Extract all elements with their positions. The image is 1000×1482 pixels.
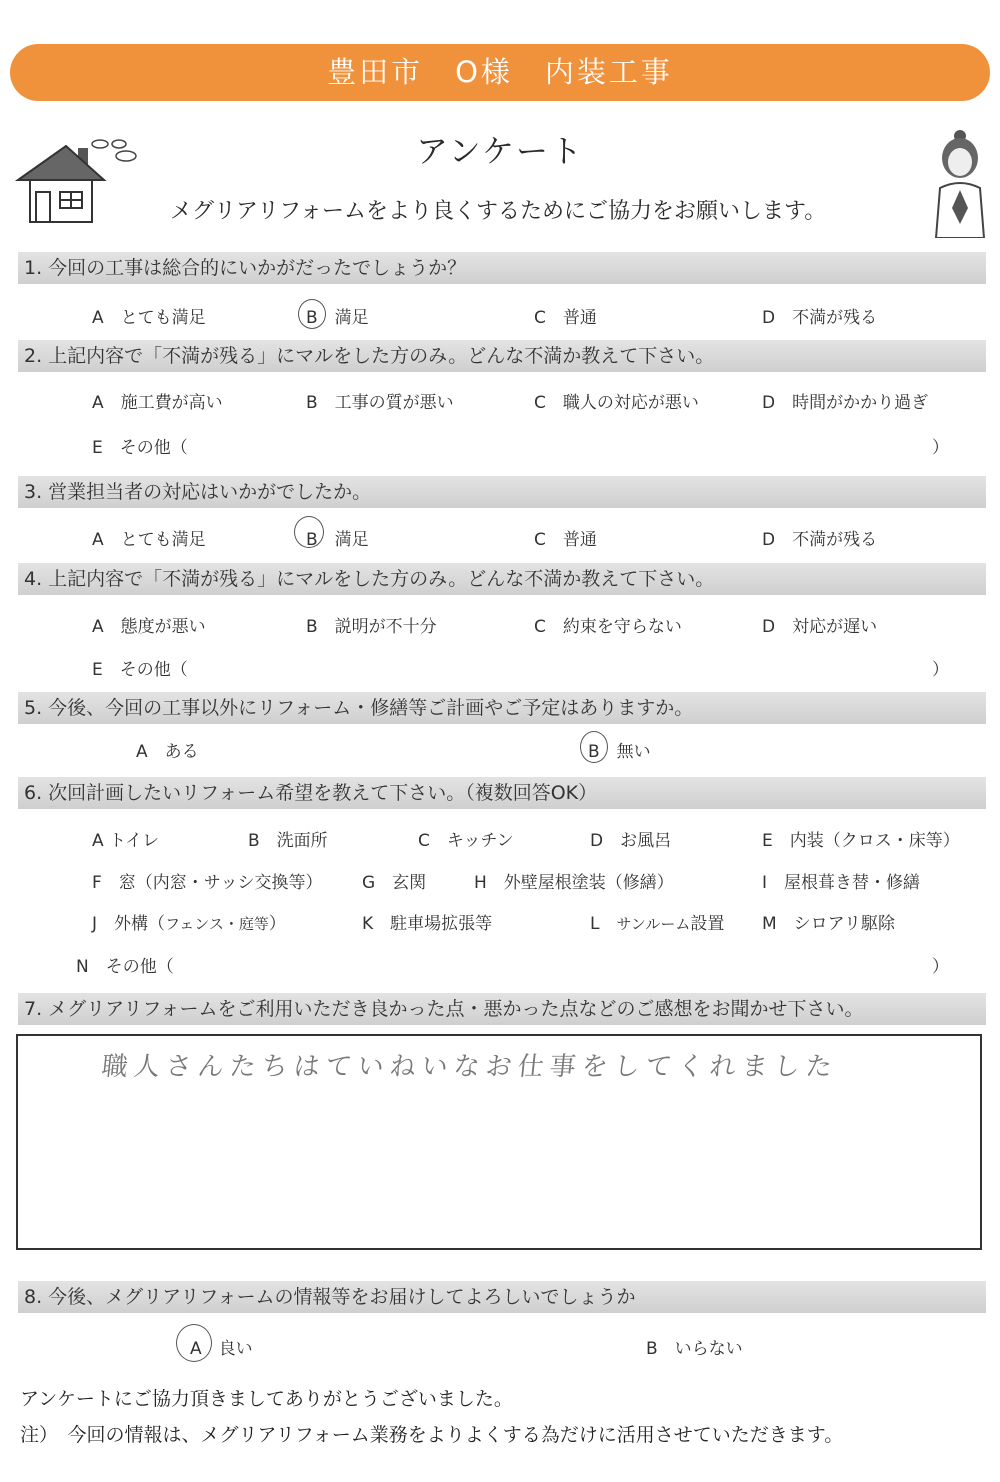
- thanks-text: アンケートにご協力頂きましてありがとうございました。: [20, 1388, 513, 1410]
- q6-option-n-other[interactable]: N その他（: [76, 957, 174, 977]
- q6-option-a[interactable]: A トイレ: [92, 831, 160, 851]
- question-5-label: 5. 今後、今回の工事以外にリフォーム・修繕等ご計画やご予定はありますか。: [18, 692, 986, 724]
- q5-option-b[interactable]: B 無い: [588, 742, 651, 762]
- q8-option-a[interactable]: A 良い: [190, 1339, 253, 1359]
- q6-option-h[interactable]: H 外壁屋根塗装（修繕）: [474, 873, 674, 893]
- q6-option-l-letter: L: [590, 914, 617, 934]
- question-1-label: 1. 今回の工事は総合的にいかがだったでしょうか？: [18, 252, 986, 284]
- q1-selected-circle: [298, 299, 326, 329]
- question-7-label: 7. メグリアリフォームをご利用いただき良かった点・悪かった点などのご感想をお聞かせ下さい。: [18, 993, 986, 1025]
- survey-title: アンケート: [415, 132, 585, 170]
- q2-option-d[interactable]: D 時間がかかり過ぎ: [762, 393, 929, 413]
- q6-option-b[interactable]: B 洗面所: [248, 831, 328, 851]
- q6-option-d[interactable]: D お風呂: [590, 831, 672, 851]
- q6-close-paren: ）: [932, 957, 949, 977]
- q6-option-l-install: 設置: [690, 914, 725, 934]
- q6-option-e[interactable]: E 内装（クロス・床等）: [762, 831, 960, 851]
- note-text: 注） 今回の情報は、メグリアリフォーム業務をよりよくする為だけに活用させていただきます。: [20, 1424, 844, 1446]
- q2-close-paren: ）: [932, 438, 949, 458]
- q3-selected-circle: [294, 516, 324, 548]
- q7-handwritten-answer: 職人さんたちはていねいなお仕事をしてくれました: [100, 1052, 840, 1082]
- q8-selected-circle: [176, 1324, 212, 1362]
- q3-option-b[interactable]: B 満足: [306, 530, 369, 550]
- q6-option-f[interactable]: F 窓（内窓・サッシ交換等）: [92, 873, 323, 893]
- q8-option-b[interactable]: B いらない: [646, 1339, 743, 1359]
- q5-selected-circle: [580, 731, 608, 763]
- q6-option-c[interactable]: C キッチン: [418, 831, 514, 851]
- q5-option-a[interactable]: A ある: [136, 742, 199, 762]
- question-2-label: 2. 上記内容で「不満が残る」にマルをした方のみ。どんな不満か教えて下さい。: [18, 340, 986, 372]
- q4-close-paren: ）: [932, 660, 949, 680]
- q2-option-c[interactable]: C 職人の対応が悪い: [534, 393, 699, 413]
- q6-option-l[interactable]: [590, 909, 724, 934]
- q2-option-e-other[interactable]: E その他（: [92, 438, 188, 458]
- q6-option-m[interactable]: M シロアリ駆除: [762, 914, 895, 934]
- q6-option-j[interactable]: [92, 909, 286, 934]
- q3-option-a[interactable]: A とても満足: [92, 530, 206, 550]
- q1-option-a[interactable]: A とても満足: [92, 308, 206, 328]
- header-banner: 豊田市 O様 内装工事: [10, 44, 990, 101]
- q1-option-d[interactable]: D 不満が残る: [762, 308, 878, 328]
- q6-option-g[interactable]: G 玄関: [362, 873, 427, 893]
- q6-option-j-label: J 外構（: [92, 914, 166, 934]
- q4-option-c[interactable]: C 約束を守らない: [534, 617, 682, 637]
- q6-option-l-sunroom: サンルーム: [616, 915, 691, 933]
- q1-option-b[interactable]: B 満足: [306, 308, 369, 328]
- question-8-label: 8. 今後、メグリアリフォームの情報等をお届けしてよろしいでしょうか: [18, 1281, 986, 1313]
- q4-option-d[interactable]: D 対応が遅い: [762, 617, 878, 637]
- q4-option-a[interactable]: A 態度が悪い: [92, 617, 206, 637]
- q2-option-b[interactable]: B 工事の質が悪い: [306, 393, 454, 413]
- survey-subtitle: メグリアリフォームをより良くするためにご協力をお願いします。: [170, 199, 827, 224]
- question-4-label: 4. 上記内容で「不満が残る」にマルをした方のみ。どんな不満か教えて下さい。: [18, 563, 986, 595]
- q6-option-j-detail: フェンス・庭等: [165, 915, 269, 933]
- q4-option-e-other[interactable]: E その他（: [92, 660, 188, 680]
- q4-option-b[interactable]: B 説明が不十分: [306, 617, 437, 637]
- q2-option-a[interactable]: A 施工費が高い: [92, 393, 223, 413]
- q6-option-i[interactable]: I 屋根葺き替・修繕: [762, 873, 921, 893]
- question-3-label: 3. 営業担当者の対応はいかがでしたか。: [18, 476, 986, 508]
- q3-option-d[interactable]: D 不満が残る: [762, 530, 878, 550]
- question-6-label: 6. 次回計画したいリフォーム希望を教えて下さい。（複数回答OK）: [18, 777, 986, 809]
- q6-option-k[interactable]: K 駐車場拡張等: [362, 914, 493, 934]
- q6-option-j-close: ）: [268, 914, 286, 934]
- q1-option-c[interactable]: C 普通: [534, 308, 597, 328]
- q3-option-c[interactable]: C 普通: [534, 530, 597, 550]
